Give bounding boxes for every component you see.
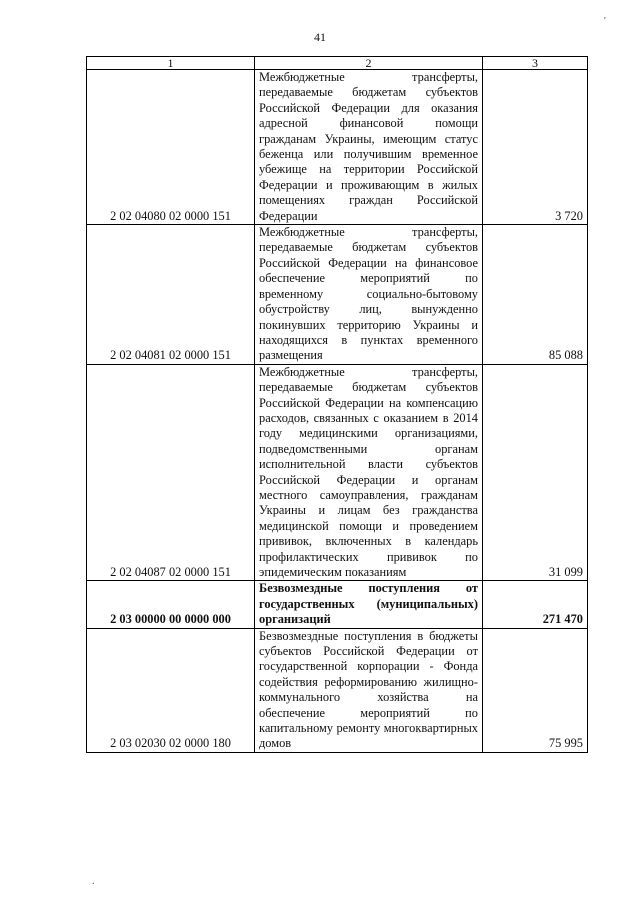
column-header-3: 3: [483, 57, 588, 70]
amount-value: 85 088: [483, 225, 588, 365]
item-description: Безвозмездные поступления в бюджеты субъектов Российской Федерации от государственной корпорации - Фонда содействия реформированию жилищно-коммунального хозяйства на обеспечение мероприятий по капитальному ремонту многоквартирных домов: [255, 628, 483, 752]
amount-value: 3 720: [483, 70, 588, 225]
scan-mark: ': [604, 16, 606, 27]
table-row: [87, 628, 588, 752]
scan-mark: .: [92, 876, 95, 887]
amount-value: 75 995: [483, 628, 588, 752]
item-description: Безвозмездные поступления от государственных (муниципальных) организаций: [255, 581, 483, 628]
amount-value: 271 470: [483, 581, 588, 628]
table-row: [87, 70, 588, 225]
classification-code: 2 02 04080 02 0000 151: [87, 70, 255, 225]
column-header-1: 1: [87, 57, 255, 70]
item-description: Межбюджетные трансферты, передаваемые бюджетам субъектов Российской Федерации на компенсацию расходов, связанных с оказанием в 2014 году медицинскими организациями, подведомственными органам исполнительной власти субъектов Российской Федерации и органам местного самоуправления, гражданам Украины и лицам без гражданства медицинской помощи и проведением прививок, включенных в календарь профилактических прививок по эпидемическим показаниям: [255, 364, 483, 581]
table-header-row: [87, 57, 588, 70]
budget-table: [86, 56, 588, 753]
classification-code: 2 03 00000 00 0000 000: [87, 581, 255, 628]
item-description: Межбюджетные трансферты, передаваемые бюджетам субъектов Российской Федерации для оказания адресной финансовой помощи гражданам Украины, имеющим статус беженца или получившим временное убежище на территории Российской Федерации и проживающим в жилых помещениях граждан Российской Федерации: [255, 70, 483, 225]
classification-code: 2 02 04087 02 0000 151: [87, 364, 255, 581]
item-description: Межбюджетные трансферты, передаваемые бюджетам субъектов Российской Федерации на финансовое обеспечение мероприятий по временному социально-бытовому обустройству лиц, вынужденно покинувших территорию Украины и находящихся в пунктах временного размещения: [255, 225, 483, 365]
classification-code: 2 02 04081 02 0000 151: [87, 225, 255, 365]
classification-code: 2 03 02030 02 0000 180: [87, 628, 255, 752]
page-number: 41: [314, 30, 326, 44]
amount-value: 31 099: [483, 364, 588, 581]
table-row-section-total: [87, 581, 588, 628]
column-header-2: 2: [255, 57, 483, 70]
table-row: [87, 225, 588, 365]
table-row: [87, 364, 588, 581]
